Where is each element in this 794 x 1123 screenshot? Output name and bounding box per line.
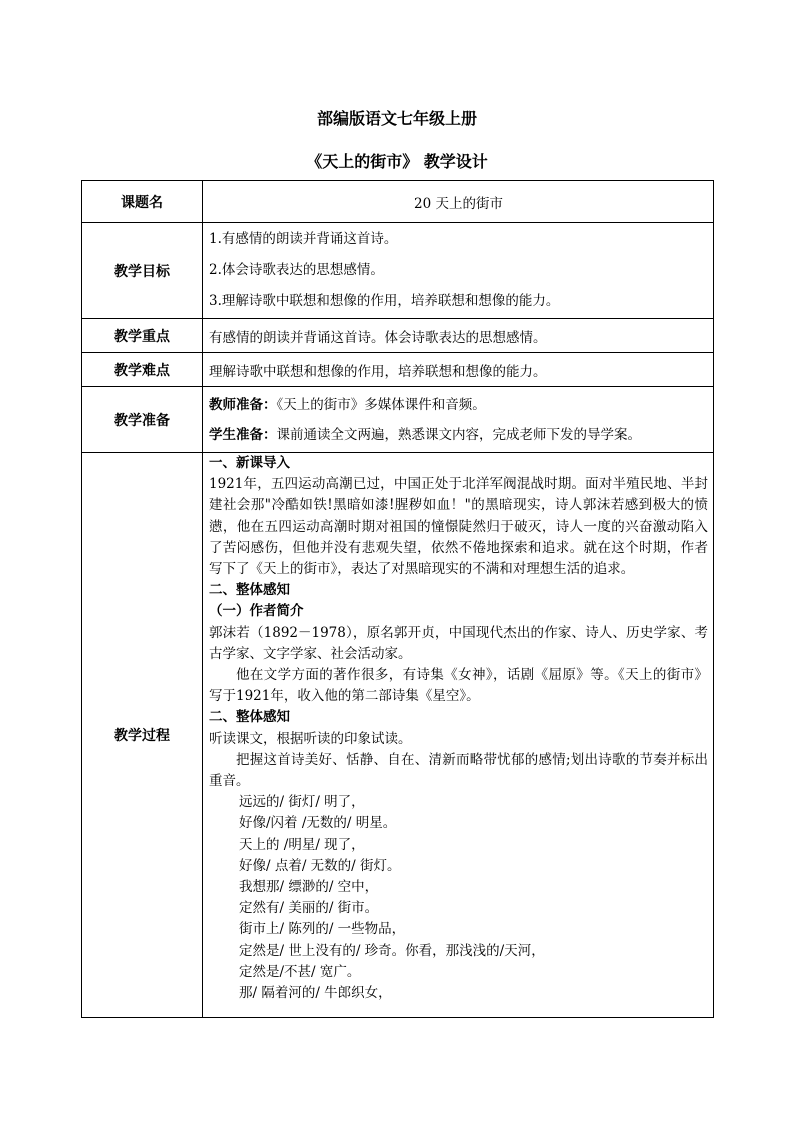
poem-line: 天上的 /明星/ 现了， xyxy=(239,836,365,853)
section-heading: 二、整体感知 xyxy=(209,709,290,726)
poem-line: 定然是/不甚/ 宽广。 xyxy=(239,963,361,980)
key-value: 有感情的朗读并背诵这首诗。体会诗歌表达的思想感情。 xyxy=(203,319,714,353)
poem-line: 我想那/ 缥渺的/ 空中， xyxy=(239,879,379,896)
goal-item: 3.理解诗歌中联想和想像的作用，培养联想和想像的能力。 xyxy=(209,293,560,309)
prep-label: 教学准备 xyxy=(82,387,203,453)
lesson-plan-table xyxy=(81,180,714,1018)
poem-line: 远远的/ 街灯/ 明了， xyxy=(239,794,365,811)
table-row xyxy=(82,387,714,453)
goals-cell xyxy=(203,223,714,319)
poem-line: 好像/ 点着/ 无数的/ 街灯。 xyxy=(239,857,401,874)
table-row xyxy=(82,353,714,387)
section-heading: 一、新课导入 xyxy=(209,455,290,471)
difficulty-value: 理解诗歌中联想和想像的作用，培养联想和想像的能力。 xyxy=(203,353,714,387)
prep-cell xyxy=(203,387,714,453)
process-cell xyxy=(203,453,714,1018)
document-title: 部编版语文七年级上册 xyxy=(316,109,477,128)
key-label: 教学重点 xyxy=(82,319,203,353)
process-label: 教学过程 xyxy=(82,453,203,1018)
goals-label: 教学目标 xyxy=(82,223,203,319)
author-paragraph: 郭沫若（1892－1978），原名郭开贞，中国现代杰出的作家、诗人、历史学家、考古学家、文字学家、社会活动家。 xyxy=(209,624,708,662)
poem-line: 定然是/ 世上没有的/ 珍奇。你看，那浅浅的/天河， xyxy=(239,942,545,959)
listen-paragraph: 听读课文，根据听读的印象试读。 xyxy=(209,730,412,747)
teacher-prep-label: 教师准备： xyxy=(209,396,277,413)
table-row xyxy=(82,181,714,223)
table-row xyxy=(82,319,714,353)
intro-paragraph: 1921年，五四运动高潮已过，中国正处于北洋军阀混战时期。面对半殖民地、半封建社会那"冷酷如铁!黑暗如漆!腥秽如血！"的黑暗现实，诗人郭沫若感到极大的愤懑，他在五四运动高潮时期对祖国的憧憬陡然归于破灭，诗人一度的兴奋激动陷入了苦闷感伤，但他并没有悲观失望，依然不倦地探索和追求。就在这个时期，作者写下了《天上的街市》，表达了对黑暗现实的不满和对理想生活的追求。 xyxy=(209,476,708,578)
difficulty-label: 教学难点 xyxy=(82,353,203,387)
goal-item: 2.体会诗歌表达的思想感情。 xyxy=(209,262,384,278)
poem-line: 好像/闪着 /无数的/ 明星。 xyxy=(239,815,397,832)
teacher-prep-value: 《天上的街市》多媒体课件和音频。 xyxy=(276,396,486,413)
document-subtitle: 《天上的街市》 教学设计 xyxy=(306,152,488,171)
section-heading: 二、整体感知 xyxy=(209,582,290,599)
student-prep-value: 课前通读全文两遍，熟悉课文内容，完成老师下发的导学案。 xyxy=(276,426,641,443)
goal-item: 1.有感情的朗读并背诵这首诗。 xyxy=(209,231,398,247)
poem-line: 街市上/ 陈列的/ 一些物品， xyxy=(239,921,406,938)
student-prep-label: 学生准备： xyxy=(209,426,277,443)
table-row xyxy=(82,453,714,1018)
poem-line: 定然有/ 美丽的/ 街市。 xyxy=(239,900,379,917)
topic-label: 课题名 xyxy=(82,181,203,223)
poem-line: 那/ 隔着河的/ 牛郎织女， xyxy=(239,985,392,1002)
table-row xyxy=(82,223,714,319)
grasp-paragraph: 把握这首诗美好、恬静、自在、清新而略带忧郁的感情;划出诗歌的节奏并标出重音。 xyxy=(209,751,708,790)
works-paragraph: 他在文学方面的著作很多，有诗集《女神》，话剧《屈原》等。《天上的街市》写于1921年，收入他的第二部诗集《星空》。 xyxy=(209,667,708,705)
subsection-heading: （一）作者简介 xyxy=(209,603,304,620)
topic-value: 20 天上的街市 xyxy=(203,181,714,223)
